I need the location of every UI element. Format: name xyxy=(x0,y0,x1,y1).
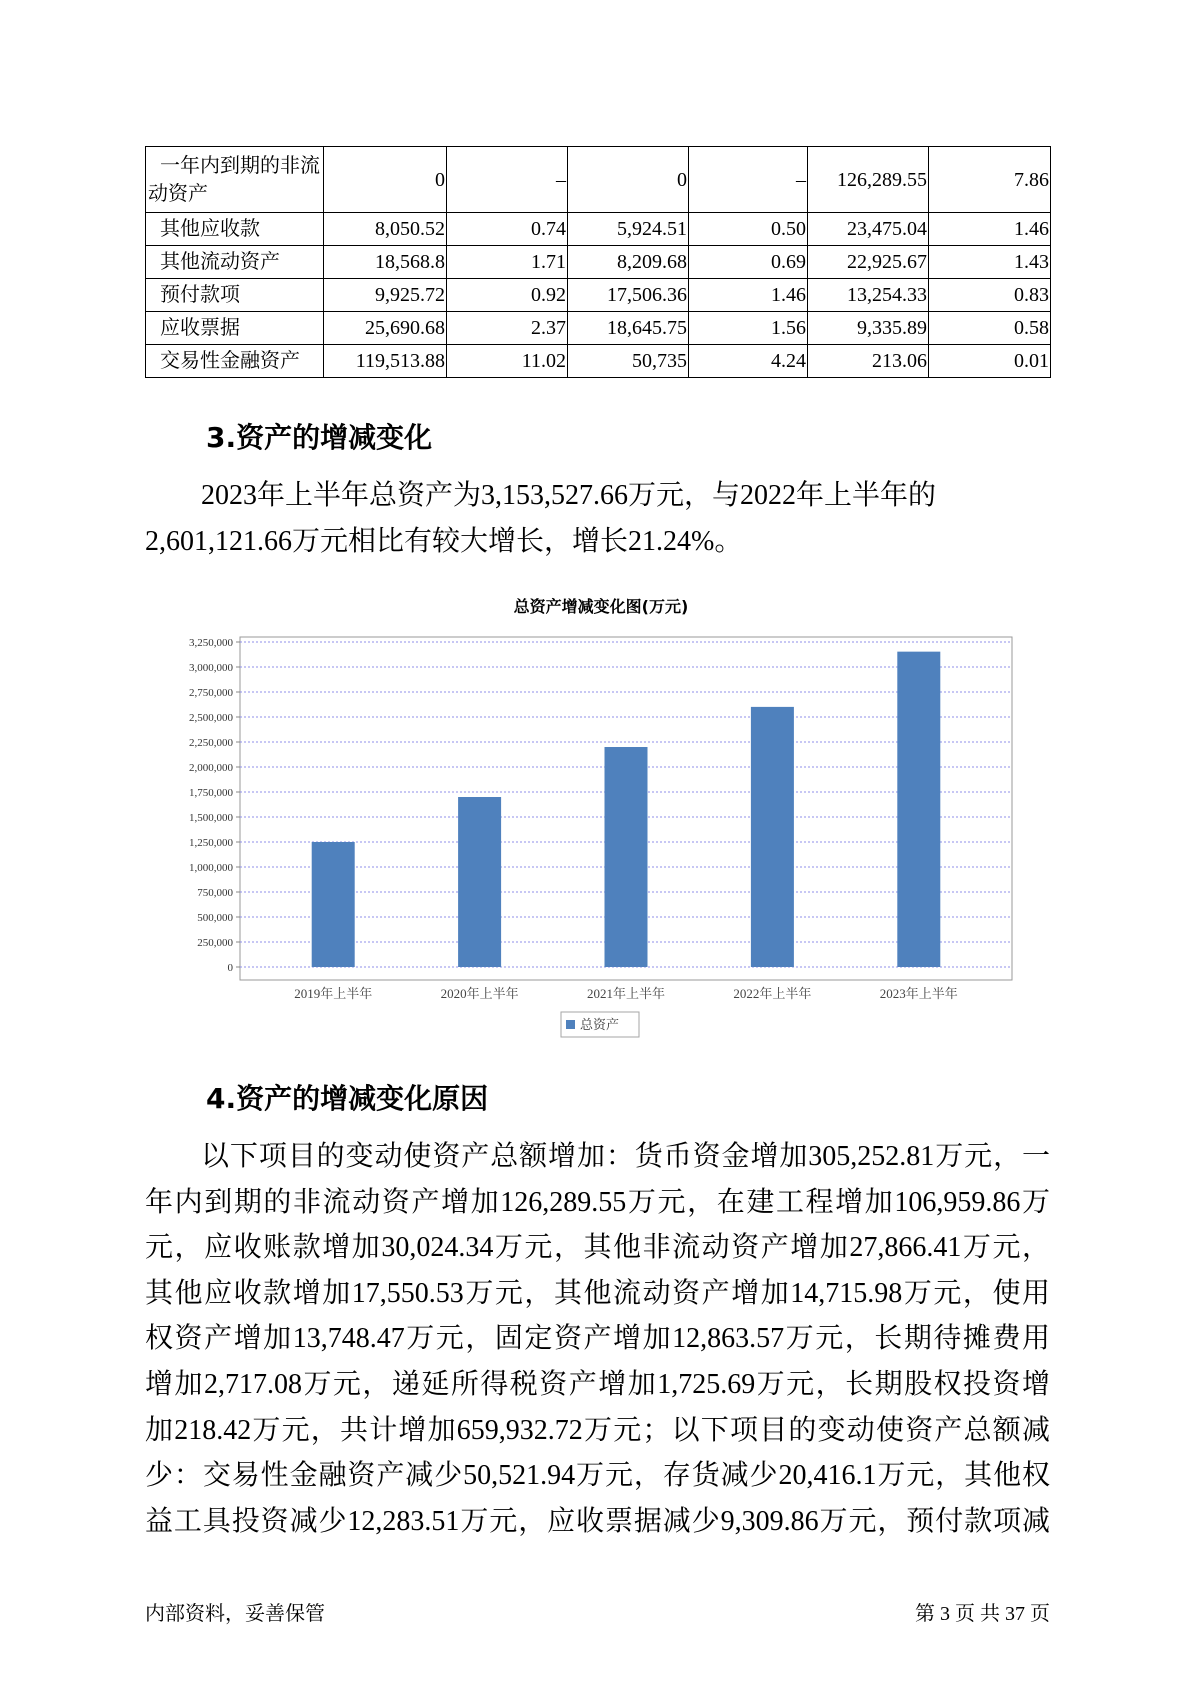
paragraph-line: 加218.42万元，共计增加659,932.72万元；以下项目的变动使资产总额减 xyxy=(145,1414,1050,1446)
table-cell: 23,475.04 xyxy=(808,213,929,246)
paragraph-line: 其他应收款增加17,550.53万元，其他流动资产增加14,715.98万元，使用 xyxy=(145,1277,1050,1309)
x-category-label: 2020年上半年 xyxy=(440,986,519,1001)
asset-table xyxy=(145,146,1051,378)
asset-table-container xyxy=(145,146,1050,378)
legend-swatch xyxy=(566,1020,575,1029)
total-assets-bar xyxy=(751,707,794,967)
y-tick-label: 1,000,000 xyxy=(189,862,233,874)
table-cell: 1.56 xyxy=(689,312,808,345)
table-cell: 0.69 xyxy=(689,246,808,279)
paragraph-total-assets xyxy=(145,473,1050,564)
table-cell: 50,735 xyxy=(568,345,689,378)
table-cell: 7.86 xyxy=(929,147,1051,213)
table-cell: 17,506.36 xyxy=(568,279,689,312)
x-category-label: 2019年上半年 xyxy=(294,986,373,1001)
table-cell: 4.24 xyxy=(689,345,808,378)
table-cell: 9,335.89 xyxy=(808,312,929,345)
table-cell: – xyxy=(689,147,808,213)
y-tick-label: 2,500,000 xyxy=(189,712,233,724)
table-cell: 25,690.68 xyxy=(324,312,447,345)
paragraph-line: 年内到期的非流动资产增加126,289.55万元，在建工程增加106,959.86万 xyxy=(145,1186,1050,1218)
chart-legend xyxy=(561,1012,639,1037)
x-category-label: 2021年上半年 xyxy=(586,986,666,1001)
table-cell: 0.74 xyxy=(447,213,568,246)
y-tick-label: 2,250,000 xyxy=(189,737,233,749)
footer-confidential-note: 内部资料，妥善保管 xyxy=(145,1603,325,1625)
x-category-label: 2023年上半年 xyxy=(879,986,958,1001)
table-row xyxy=(146,147,1051,213)
footer-page-number: 第 3 页 共 37 页 xyxy=(915,1603,1050,1625)
y-tick-label: 1,500,000 xyxy=(189,812,233,824)
table-cell: 9,925.72 xyxy=(324,279,447,312)
paragraph-line: 益工具投资减少12,283.51万元，应收票据减少9,309.86万元，预付款项减 xyxy=(145,1505,1050,1537)
paragraph-line: 元，应收账款增加30,024.34万元，其他非流动资产增加27,866.41万元， xyxy=(145,1232,1050,1264)
y-tick-label: 2,000,000 xyxy=(189,762,233,774)
y-tick-label: 500,000 xyxy=(197,912,233,924)
y-tick-label: 0 xyxy=(227,962,233,974)
paragraph-line: 2023年上半年总资产为3,153,527.66万元，与2022年上半年的 xyxy=(201,480,937,511)
row-label: 应收票据 xyxy=(146,312,324,345)
row-label: 预付款项 xyxy=(146,279,324,312)
table-cell: 8,209.68 xyxy=(568,246,689,279)
y-tick-label: 750,000 xyxy=(197,887,233,899)
table-cell: 18,568.8 xyxy=(324,246,447,279)
paragraph-change-reasons xyxy=(145,1134,1050,1544)
total-assets-bar xyxy=(897,652,940,967)
total-assets-bar xyxy=(312,842,355,967)
y-tick-label: 1,750,000 xyxy=(189,787,233,799)
page-footer xyxy=(145,1600,1050,1628)
table-cell: 213.06 xyxy=(808,345,929,378)
row-label: 其他应收款 xyxy=(146,213,324,246)
y-tick-label: 2,750,000 xyxy=(189,687,233,699)
table-row xyxy=(146,312,1051,345)
table-cell: 126,289.55 xyxy=(808,147,929,213)
paragraph-line: 权资产增加13,748.47万元，固定资产增加12,863.57万元，长期待摊费用 xyxy=(145,1323,1050,1355)
row-label: 交易性金融资产 xyxy=(146,345,324,378)
table-cell: 1.46 xyxy=(689,279,808,312)
paragraph-line: 少：交易性金融资产减少50,521.94万元，存货减少20,416.1万元，其他权 xyxy=(145,1460,1050,1492)
y-tick-label: 250,000 xyxy=(197,937,233,949)
section-heading-asset-change: 3.资产的增减变化 xyxy=(206,421,433,454)
section-heading-change-reasons: 4.资产的增减变化原因 xyxy=(206,1082,489,1115)
total-assets-bar xyxy=(605,747,648,967)
table-cell: 0 xyxy=(324,147,447,213)
table-cell: 8,050.52 xyxy=(324,213,447,246)
chart-title: 总资产增减变化图(万元) xyxy=(513,597,689,616)
table-cell: 0.50 xyxy=(689,213,808,246)
table-cell: 0.92 xyxy=(447,279,568,312)
x-category-label: 2022年上半年 xyxy=(733,986,812,1001)
table-cell: 0.01 xyxy=(929,345,1051,378)
y-tick-label: 1,250,000 xyxy=(189,837,233,849)
row-label: 其他流动资产 xyxy=(146,246,324,279)
table-cell: 0.58 xyxy=(929,312,1051,345)
table-cell: 13,254.33 xyxy=(808,279,929,312)
table-cell: 2.37 xyxy=(447,312,568,345)
table-cell: – xyxy=(447,147,568,213)
asset-table-body xyxy=(146,147,1051,378)
table-row xyxy=(146,279,1051,312)
table-row xyxy=(146,345,1051,378)
table-cell: 0.83 xyxy=(929,279,1051,312)
table-cell: 1.43 xyxy=(929,246,1051,279)
y-tick-label: 3,250,000 xyxy=(189,637,233,649)
total-assets-bar xyxy=(458,797,501,967)
table-cell: 1.46 xyxy=(929,213,1051,246)
table-cell: 1.71 xyxy=(447,246,568,279)
paragraph-line: 以下项目的变动使资产总额增加：货币资金增加305,252.81万元，一 xyxy=(201,1141,1050,1172)
table-cell: 11.02 xyxy=(447,345,568,378)
table-row xyxy=(146,246,1051,279)
table-cell: 5,924.51 xyxy=(568,213,689,246)
paragraph-line: 2,601,121.66万元相比有较大增长，增长21.24%。 xyxy=(145,525,743,557)
table-cell: 22,925.67 xyxy=(808,246,929,279)
table-cell: 0 xyxy=(568,147,689,213)
legend-label: 总资产 xyxy=(580,1017,620,1032)
table-row xyxy=(146,213,1051,246)
table-cell: 18,645.75 xyxy=(568,312,689,345)
total-assets-bar-chart xyxy=(145,585,1050,1045)
row-label: 一年内到期的非流动资产 xyxy=(146,147,324,213)
y-tick-label: 3,000,000 xyxy=(189,662,233,674)
table-cell: 119,513.88 xyxy=(324,345,447,378)
paragraph-line: 增加2,717.08万元，递延所得税资产增加1,725.69万元，长期股权投资增 xyxy=(145,1368,1050,1400)
